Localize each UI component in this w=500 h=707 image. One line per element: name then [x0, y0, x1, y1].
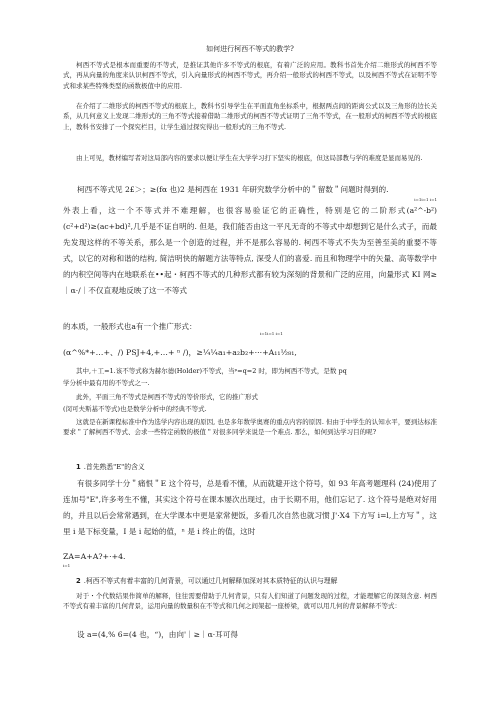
section-2-heading	[63, 576, 437, 586]
essence-line: 的本质，一般形式也a有一个推广形式：	[63, 322, 197, 331]
sum-formula: ZA=A+A?+·+4.	[63, 552, 126, 561]
intro-paragraph-3: 由上可见，教材编写者对这局部内容的要求以便让学生在大学学习打下坚实的根底，但这局部教与学的难度是显而易见的.	[76, 154, 423, 162]
section-1-heading	[63, 462, 437, 472]
holder-formula: (α^%*+…+、/) PSJ+4,+…+ ⁿ /)，≥¼¼a₁+a₂b₂+···+A₁₁½₈₁,	[63, 348, 297, 357]
sum-formula-subscript: i=1	[63, 563, 71, 568]
formula-subscripts: i=1i=1 i=1	[414, 197, 437, 202]
section-2-paragraph: 对于・个代数结果作简单的解释，往往需要借助于几何背景，只有人们知道了问题发现的过程，才能理解它的深刻含意. 柯西不等式有着丰富的几何背景，运用向量的数量积在不等式和几何之间架起一座桥梁，就可以用几何的背景解释不等式：	[63, 592, 437, 611]
page-title: 如何进行柯西不等式的教学?	[206, 45, 294, 53]
holder-paragraph-1: 其中,＋工=1.该不等式称为赫尔德(Holder)不等式，当ᵖ=q=2 时，即为柯西不等式，是数 pq	[76, 367, 347, 375]
essence-subscripts: i=1i=1 i=1	[260, 331, 283, 336]
formula-paragraph-first-line: 柯西不等式见 2£＞；≥(fα 也)2 是柯西在 1931 年研究数学分析中的＂留数＂问题时得到的.	[77, 185, 389, 194]
section-2-last-line: 设 a=(4,% 6=(4 也，“)，由向'｜≥｜α·耳可得	[77, 630, 238, 639]
holder-paragraph-2: 学分析中最有用的不等式之一.	[63, 379, 150, 387]
intro-paragraph-2: 在介绍了二维形式的柯西不等式的根底上，教科书引导学生在平面直角坐标系中，根据两点间的距离公式以及三角形的边长关系，从几何意义上发现二维形式的三角不等式接着借助二维形式的柯西不等式证明了三角不等式，在一般形式的柯西不等式的根底上，教科书安排了一个探究栏目，让学生通过探究得出一般形式的三角不等式.	[63, 102, 437, 131]
plane-paragraph-2: (闵可夫斯基不等式)也是数学分析中的经典不等式.	[63, 405, 207, 413]
intro-paragraph-1: 柯西不等式是根本而重要的不等式，是推证其他许多不等式的根底，有着广泛的应用。教科书首先介绍二维形式的柯西不等式，再从向量的角度来认识柯西不等式，引入向量形式的柯西不等式，再介绍一般形式的柯西不等式，以及柯西不等式在证明不等式和求某些特殊类型的函数极值中的应用.	[63, 61, 437, 90]
section-1-title: .首先熟悉"E"的含义	[83, 463, 145, 471]
plane-paragraph-1: 此外，平面三角不等式是柯西不等式的等价形式，它的推广形式	[76, 393, 258, 401]
formula-paragraph-body: 外表上看，这一个不等式并不难理解，也很容易验证它的正确性，特别是它的二阶形式(a²^-b²)(c²+d²)≥(ac+bd)²,几乎是不证自明的. 但是，我们能否由这一平凡无奇的不等式中却想到它是什么式子，而最先发现这样的不等关系，那么是一个创造的过程，并不是那么容易的. 柯西不等式不失为至善至美的重要不等式，以它的对称和谐的结构, 简洁明快的解题方法等特点, 深受人们的喜爱. 而且和物理学中的矢量、高等数学中的内积空间等内在地联系在••起・柯西不等式的几种形式都有较为深刻的背景和广泛的应用，向量形式 KI 网≥｜α·/｜不仅直观地反映了这一不等式	[63, 206, 437, 295]
section-1-number: 1	[76, 463, 81, 471]
section-2-number: 2	[76, 577, 81, 585]
plane-paragraph-3: 这就是在新课程标准中作为选学内容出现的原因, 也是多年数学奥赛的重点内容的原因. 但由于中学生的认知水平，要到达标准要求＂了解柯西不等式、会求一些特定函数的极值＂对很多同学来说是一个难点. 那么，如何到达学习目的呢?	[63, 418, 437, 437]
section-2-title: .柯西不等式有着丰富的几何背景，可以通过几何解释加深对其本质特征的认识与理解	[83, 577, 338, 585]
section-1-paragraph: 有很多同学十分＂痛恨＂E 这个符号，总是看不懂，从而就避开这个符号，如 93 年高考题理科 (24)使用了连加号"E",许多考生不懂，其实这个符号在课本屡次出现过，由于长期不用，他们忘记了. 这个符号是绝对好用的，并且以后会常常遇到，在大学课本中更是家常便饭，多看几次自然也就习惯 J'·X4 下方写 i=l,上方写＂，这里 i 是下标变量，I 是 i 起始的值，ⁿ 是 i 终止的值，这时	[63, 479, 437, 536]
